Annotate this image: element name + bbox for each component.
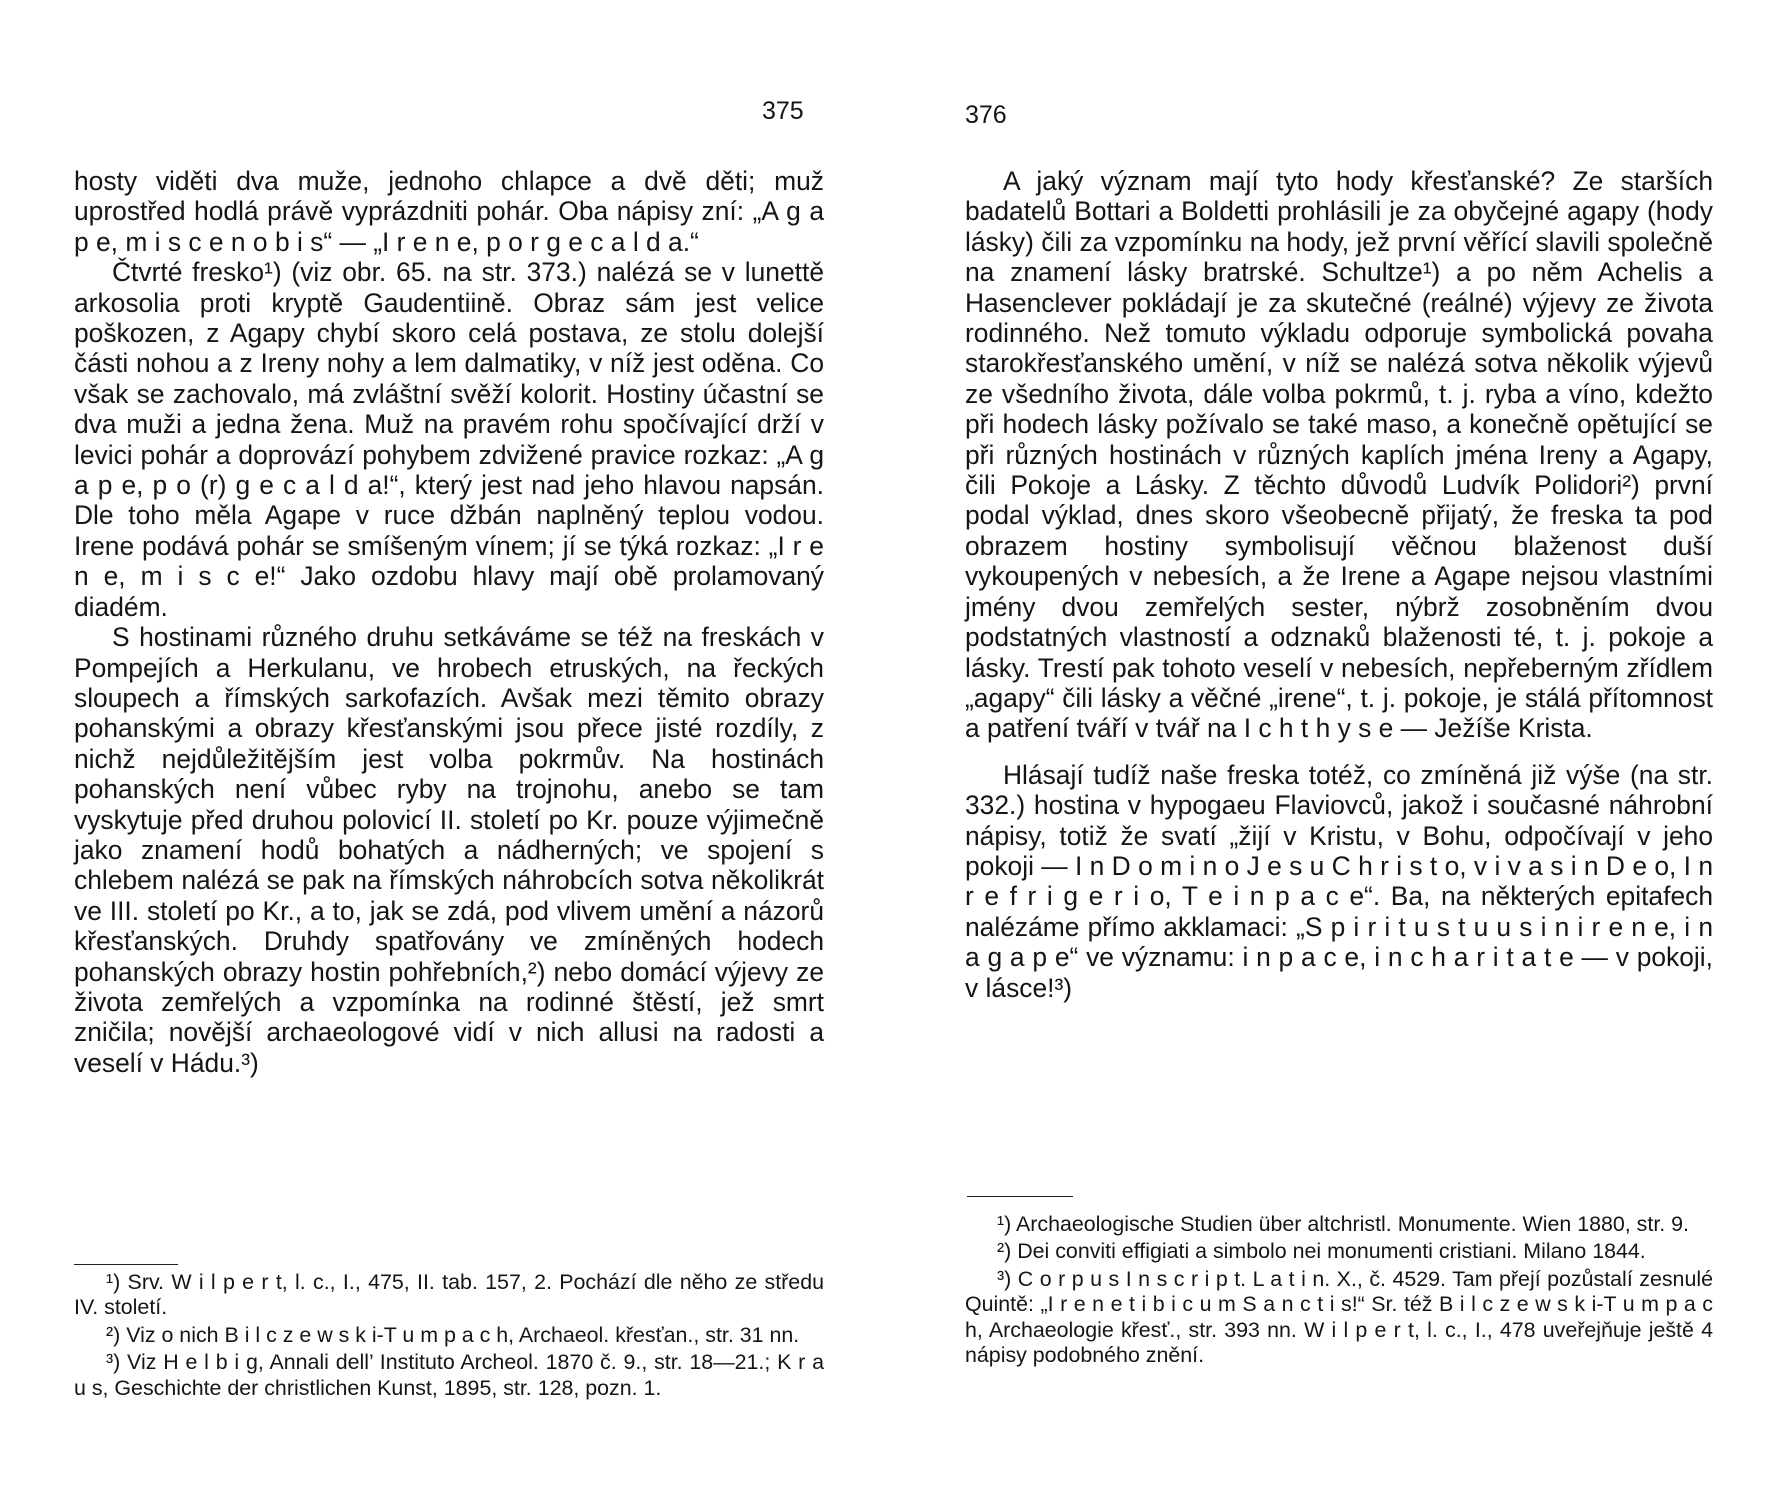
footnote: ³) Viz H e l b i g, Annali dell’ Instituto Archeol. 1870 č. 9., str. 18—21.; K r a u s, Geschichte der christlichen Kunst, 1895, str. 128, pozn. 1. <box>74 1350 824 1400</box>
right-page <box>880 0 1774 1501</box>
footnote-divider <box>967 1196 1073 1197</box>
body-text <box>74 166 824 1078</box>
paragraph: Čtvrté fresko¹) (viz obr. 65. na str. 373.) nalézá se v lunettě arkosolia proti kryptě Gaudentiině. Obraz sám jest velice poškozen, z Agapy chybí skoro celá postava, ze stolu dolejší části nohou a z Ireny nohy a lem dalmatiky, v níž jest oděna. Co však se zachovalo, má zvláštní svěží kolorit. Hostiny účastní se dva muži a jedna žena. Muž na pravém rohu spočívající drží v levici pohár a doprovází pohybem zdvižené pravice rozkaz: „A g a p e, p o (r) g e c a l d a!“, který jest nad jeho hlavou napsán. Dle toho měla Agape v ruce džbán naplněný teplou vodou. Irene podává pohár se smíšeným vínem; jí se týká rozkaz: „I r e n e, m i s c e!“ Jako ozdobu hlavy mají obě prolamovaný diadém. <box>74 257 824 622</box>
paragraph: hosty viděti dva muže, jednoho chlapce a dvě děti; muž uprostřed hodlá právě vyprázdniti pohár. Oba nápisy zní: „A g a p e, m i s c e n o b i s“ — „I r e n e, p o r g e c a l d a.“ <box>74 166 824 257</box>
page-number: 375 <box>762 97 804 125</box>
paragraph: A jaký význam mají tyto hody křesťanské? Ze starších badatelů Bottari a Boldetti prohlásili je za obyčejné agapy (hody lásky) čili za vzpomínku na hody, jež první věřící slavili společně na znamení lásky bratrské. Schultze¹) a po něm Achelis a Hasenclever pokládají je za skutečné (reálné) výjevy ze života rodinného. Než tomuto výkladu odporuje symbolická povaha starokřesťanského umění, v níž se nalézá sotva několik výjevů ze všedního života, dále volba pokrmů, t. j. ryba a víno, kdežto při hodech lásky požívalo se také maso, a konečně opětující se při různých hostinách v různých kaplích jména Ireny a Agapy, čili Pokoje a Lásky. Z těchto důvodů Ludvík Polidori²) první podal výklad, dnes skoro všeobecně přijatý, že freska ta pod obrazem hostiny symbolisují věčnou blaženost duší vykoupených v nebesích, a že Irene a Agape nejsou vlastními jmény dvou zemřelých sester, nýbrž zosobněním dvou podstatných vlastností a odznaků blaženosti té, t. j. pokoje a lásky. Trestí pak tohoto veselí v nebesích, nepřeberným zřídlem „agapy“ čili lásky a věčné „irene“, t. j. pokoje, je stálá přítomnost a patření tváří v tvář na I c h t h y s e — Ježíše Krista. <box>965 166 1713 744</box>
footnote-divider <box>74 1264 178 1265</box>
page-number: 376 <box>965 101 1007 129</box>
footnote: ³) C o r p u s I n s c r i p t. L a t i n. X., č. 4529. Tam přejí pozůstalí zesnulé Quintě: „I r e n e t i b i c u m S a n c t i s!“ Sr. též B i l c z e w s k i-T u m p a c h, Archaeologie křesť., str. 393 nn. W i l p e r t, l. c., I., 478 uveřejňuje ještě 4 nápisy podobného znění. <box>965 1266 1713 1368</box>
footnote: ²) Dei conviti effigiati a simbolo nei monumenti cristiani. Milano 1844. <box>997 1239 1646 1264</box>
footnote: ¹) Archaeologische Studien über altchristl. Monumente. Wien 1880, str. 9. <box>997 1212 1689 1236</box>
paragraph: Hlásají tudíž naše freska totéž, co zmíněná již výše (na str. 332.) hostina v hypogaeu Flaviovců, jakož i současné náhrobní nápisy, totiž že svatí „žijí v Kristu, v Bohu, odpočívají v jeho pokoji — I n D o m i n o J e s u C h r i s t o, v i v a s i n D e o, I n r e f r i g e r i o, T e i n p a c e“. Ba, na některých epitafech nalézáme přímo akklamaci: „S p i r i t u s t u u s i n i r e n e, i n a g a p e“ ve významu: i n p a c e, i n c h a r i t a t e — v pokoji, v lásce!³) <box>965 759 1714 1003</box>
left-page <box>0 0 880 1501</box>
body-text <box>965 166 1713 1003</box>
footnotes <box>965 1212 1713 1370</box>
footnote: ²) Viz o nich B i l c z e w s k i-T u m p a c h, Archaeol. křesťan., str. 31 nn. <box>106 1322 800 1347</box>
footnotes <box>74 1270 824 1403</box>
paragraph: S hostinami různého druhu setkáváme se též na freskách v Pompejích a Herkulanu, ve hrobech etruských, na řeckých sloupech a římských sarkofazích. Avšak mezi těmito obrazy pohanskými a obrazy křesťanskými jsou přece jisté rozdíly, z nichž nejdůležitějším jest volba pokrmův. Na hostinách pohanských není vůbec ryby na trojnohu, anebo se tam vyskytuje před druhou polovicí II. století po Kr. pouze výjimečně jako znamení hodů bohatých a nádherných; ve spojení s chlebem nalézá se pak na římských náhrobcích sotva několikrát ve III. století po Kr., a to, jak se zdá, pod vlivem umění a názorů křesťanských. Druhdy spatřovány ve zmíněných hodech pohanských obrazy hostin pohřebních,²) nebo domácí výjevy ze života zemřelých a vzpomínka na rodinné štěstí, jež smrt zničila; novější archaeologové vidí v nich allusi na radosti a veselí v Hádu.³) <box>74 622 824 1078</box>
footnote: ¹) Srv. W i l p e r t, l. c., I., 475, II. tab. 157, 2. Pochází dle něho ze středu IV. století. <box>74 1270 824 1320</box>
